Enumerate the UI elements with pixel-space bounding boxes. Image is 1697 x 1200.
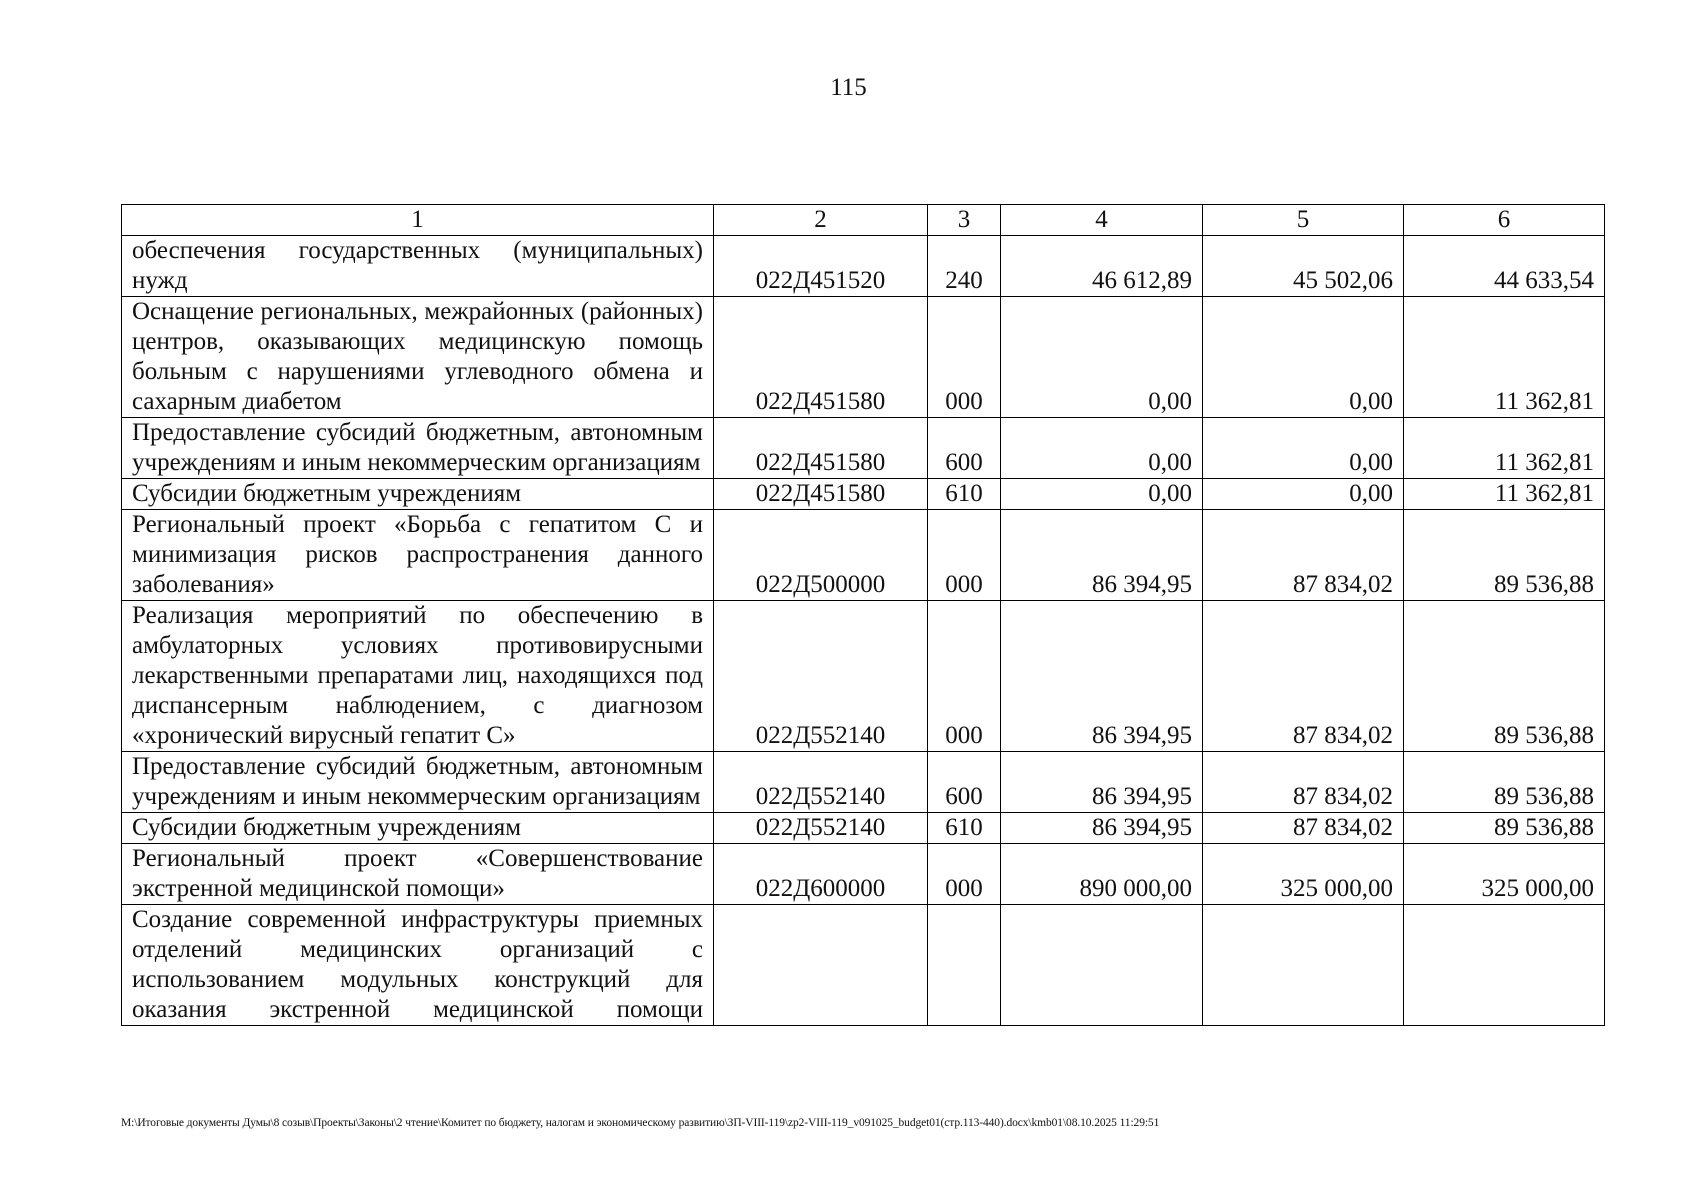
row-name: Предоставление субсидий бюджетным, автономным учреждениям и иным некоммерческим организациям [122,752,714,813]
row-expense-type: 600 [928,752,1001,813]
row-value-3: 89 536,88 [1404,752,1605,813]
row-value-2: 87 834,02 [1203,813,1404,844]
row-value-3: 44 633,54 [1404,236,1605,297]
row-code: 022Д552140 [714,813,928,844]
table-header-row [122,205,1605,236]
page-number: 115 [830,74,867,101]
row-name: Субсидии бюджетным учреждениям [122,813,714,844]
row-name: Субсидии бюджетным учреждениям [122,479,714,510]
row-value-2: 0,00 [1203,418,1404,479]
row-name: Оснащение региональных, межрайонных (районных) центров, оказывающих медицинскую помощь больным с нарушениями углеводного обмена и сахарным диабетом [122,297,714,418]
column-header: 3 [928,205,1001,236]
row-code: 022Д451520 [714,236,928,297]
row-expense-type: 600 [928,418,1001,479]
row-value-2: 87 834,02 [1203,601,1404,752]
row-name: Создание современной инфраструктуры приемных отделений медицинских организаций с использованием модульных конструкций для оказания экстренной медицинской помощи [122,905,714,1026]
row-value-3: 89 536,88 [1404,601,1605,752]
table-row [122,905,1605,1026]
row-value-1: 86 394,95 [1001,510,1203,601]
table-row [122,752,1605,813]
column-header: 2 [714,205,928,236]
row-value-3: 11 362,81 [1404,418,1605,479]
row-value-1: 46 612,89 [1001,236,1203,297]
column-header: 5 [1203,205,1404,236]
budget-table [121,204,1605,1026]
row-name: Реализация мероприятий по обеспечению в амбулаторных условиях противовирусными лекарственными препаратами лиц, находящихся под диспансерным наблюдением, с диагнозом «хронический вирусный гепатит С» [122,601,714,752]
row-value-1: 0,00 [1001,479,1203,510]
document-path-footer: М:\Итоговые документы Думы\8 созыв\Проекты\Законы\2 чтение\Комитет по бюджету, налогам и экономическому развитию\ЗП-VIII-119\zp2-VIII-119_v091025_budget01(стр.113-440).docx\kmb01\08.10.2025 11:29:51 [121,1117,1160,1129]
row-value-1: 86 394,95 [1001,813,1203,844]
column-header: 4 [1001,205,1203,236]
row-expense-type: 610 [928,479,1001,510]
row-expense-type: 610 [928,813,1001,844]
row-code [714,905,928,1026]
row-name: обеспечения государственных (муниципальных) нужд [122,236,714,297]
row-value-3: 11 362,81 [1404,297,1605,418]
table-row [122,844,1605,905]
row-value-2: 0,00 [1203,297,1404,418]
row-value-3: 89 536,88 [1404,813,1605,844]
row-value-3 [1404,905,1605,1026]
row-expense-type [928,905,1001,1026]
table-row [122,297,1605,418]
table-row [122,418,1605,479]
row-code: 022Д451580 [714,418,928,479]
row-code: 022Д600000 [714,844,928,905]
row-expense-type: 000 [928,297,1001,418]
row-value-3: 11 362,81 [1404,479,1605,510]
row-value-2: 325 000,00 [1203,844,1404,905]
row-value-3: 89 536,88 [1404,510,1605,601]
row-expense-type: 240 [928,236,1001,297]
row-value-2: 87 834,02 [1203,510,1404,601]
row-value-1: 0,00 [1001,418,1203,479]
table-row [122,236,1605,297]
row-value-1: 86 394,95 [1001,601,1203,752]
row-code: 022Д451580 [714,479,928,510]
table-row [122,510,1605,601]
row-value-1 [1001,905,1203,1026]
column-header: 6 [1404,205,1605,236]
row-value-2: 87 834,02 [1203,752,1404,813]
row-code: 022Д552140 [714,601,928,752]
row-value-3: 325 000,00 [1404,844,1605,905]
row-value-1: 86 394,95 [1001,752,1203,813]
row-value-1: 0,00 [1001,297,1203,418]
table-row [122,813,1605,844]
row-code: 022Д552140 [714,752,928,813]
row-expense-type: 000 [928,601,1001,752]
row-expense-type: 000 [928,510,1001,601]
row-name: Региональный проект «Совершенствование экстренной медицинской помощи» [122,844,714,905]
column-header: 1 [122,205,714,236]
row-value-2 [1203,905,1404,1026]
row-expense-type: 000 [928,844,1001,905]
row-value-2: 0,00 [1203,479,1404,510]
row-code: 022Д451580 [714,297,928,418]
table-row [122,479,1605,510]
row-name: Предоставление субсидий бюджетным, автономным учреждениям и иным некоммерческим организациям [122,418,714,479]
row-name: Региональный проект «Борьба с гепатитом С и минимизация рисков распространения данного заболевания» [122,510,714,601]
row-code: 022Д500000 [714,510,928,601]
row-value-1: 890 000,00 [1001,844,1203,905]
row-value-2: 45 502,06 [1203,236,1404,297]
table-row [122,601,1605,752]
